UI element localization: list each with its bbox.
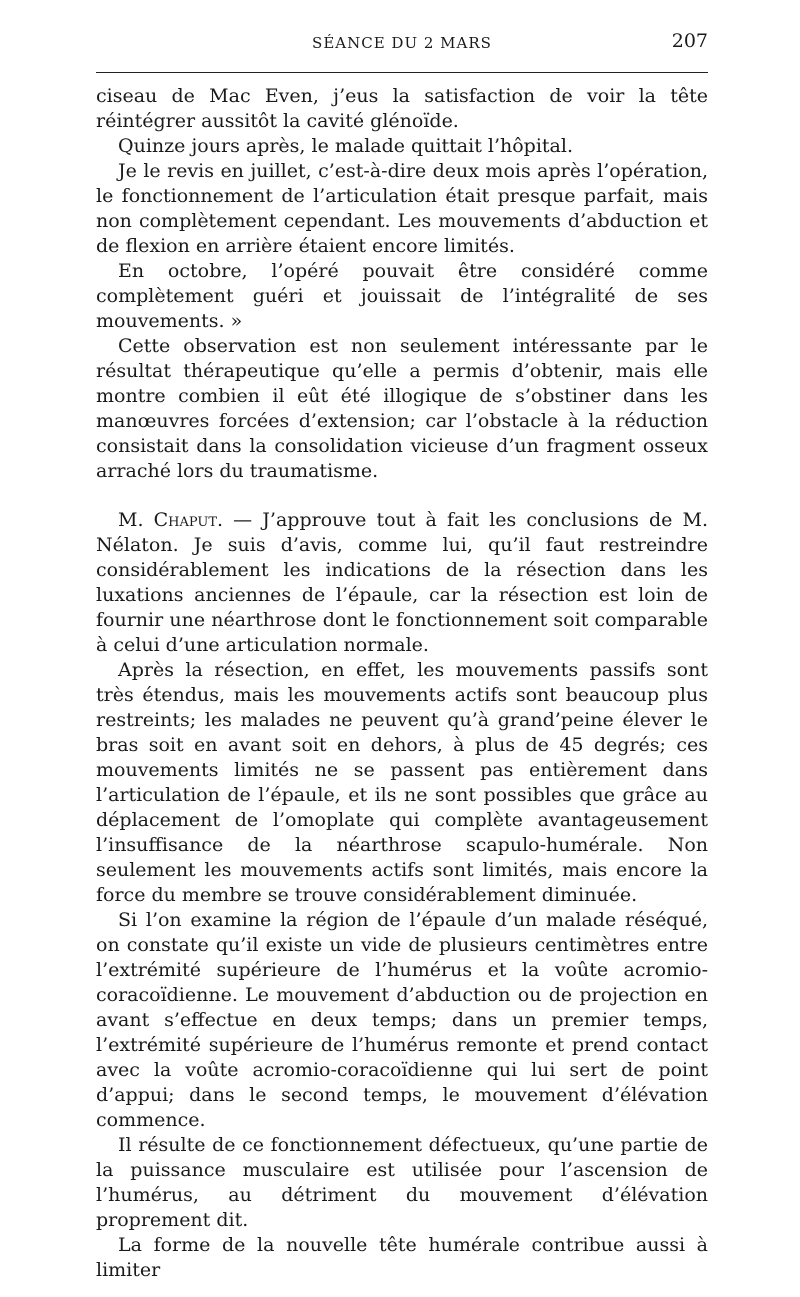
paragraph: Cette observation est non seulement intéressante par le résultat thérapeutique qu’elle a permis d’obtenir, mais elle montre combien il eût été illogique de s’obstiner dans les manœuvres forcées d’extension; car l’obstacle à la réduction consistait dans la consolidation vicieuse d’un fragment osseux arraché lors du traumatisme.: [96, 335, 708, 482]
paragraph: Il résulte de ce fonctionnement défectueux, qu’une partie de la puissance musculaire est utilisée pour l’ascension de l’humérus, au détriment du mouvement d’élévation proprement dit.: [96, 1134, 708, 1231]
paragraph-chaput: [96, 508, 708, 658]
page-number: 207: [671, 30, 708, 52]
paragraph: En octobre, l’opéré pouvait être considéré comme complètement guéri et jouissait de l’intégralité de ses mouvements. »: [96, 260, 708, 332]
speaker-name: M. Chaput.: [118, 509, 224, 531]
page-header: [96, 30, 708, 60]
paragraph-continuation: ciseau de Mac Even, j’eus la satisfaction de voir la tête réintégrer aussitôt la cavité glénoïde.: [96, 85, 708, 132]
paragraph: Quinze jours après, le malade quittait l’hôpital.: [118, 135, 573, 157]
header-rule: [96, 72, 708, 73]
paragraph: Après la résection, en effet, les mouvements passifs sont très étendus, mais les mouvements actifs sont beaucoup plus restreints; les malades ne peuvent qu’à grand’peine élever le bras soit en avant soit en dehors, à plus de 45 degrés; ces mouvements limités ne se passent pas entièrement dans l’articulation de l’épaule, et ils ne sont possibles que grâce au déplacement de l’omoplate qui complète avantageusement l’insuffisance de la néarthrose scapulo-humérale. Non seulement les mouvements actifs sont limités, mais encore la force du membre se trouve considérablement diminuée.: [96, 659, 708, 906]
speaker-text: — J’approuve tout à fait les conclusions de M. Nélaton. Je suis d’avis, comme lui, qu’il faut restreindre considérablement les indications de la résection dans les luxations anciennes de l’épaule, car la résection est loin de fournir une néarthrose dont le fonctionnement soit comparable à celui d’une articulation normale.: [96, 509, 708, 656]
running-title: SÉANCE DU 2 MARS: [312, 34, 492, 52]
paragraph: Je le revis en juillet, c’est-à-dire deux mois après l’opération, le fonctionnement de l’articulation était presque parfait, mais non complètement cependant. Les mouvements d’abduction et de flexion en arrière étaient encore limités.: [96, 160, 708, 257]
paragraph: Si l’on examine la région de l’épaule d’un malade réséqué, on constate qu’il existe un vide de plusieurs centimètres entre l’extrémité supérieure de l’humérus et la voûte acromio-coracoïdienne. Le mouvement d’abduction ou de projection en avant s’effectue en deux temps; dans un premier temps, l’extrémité supérieure de l’humérus remonte et prend contact avec la voûte acromio-coracoïdienne qui lui sert de point d’appui; dans le second temps, le mouvement d’élévation commence.: [96, 909, 708, 1131]
paragraph: La forme de la nouvelle tête humérale contribue aussi à limiter: [96, 1234, 708, 1281]
body-text: [96, 84, 708, 1283]
